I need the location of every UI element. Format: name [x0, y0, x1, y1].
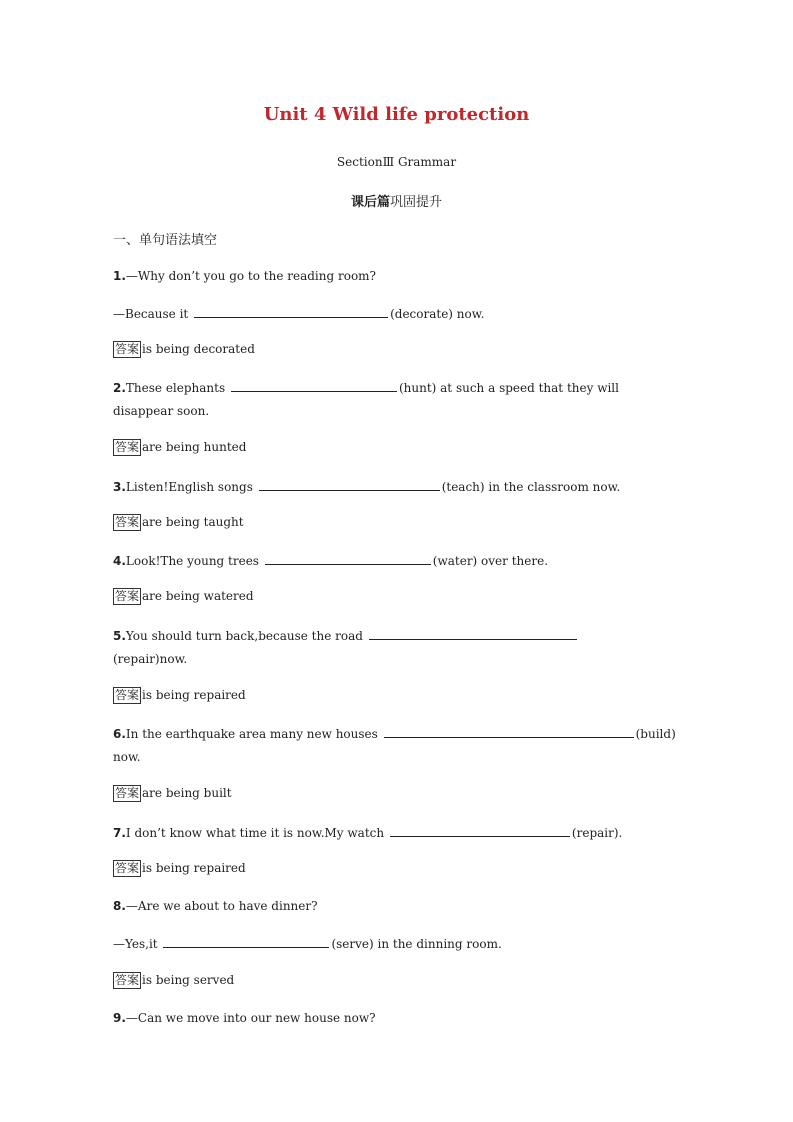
- answer-text: is being repaired: [142, 688, 246, 702]
- question-text: —Yes,it: [113, 937, 162, 951]
- question-text: —Because it: [113, 307, 193, 321]
- question-8-response: [113, 935, 502, 952]
- question-1-response: [113, 305, 484, 322]
- question-6: [113, 725, 676, 742]
- answer-6: [113, 784, 232, 802]
- answer-tag: 答案: [115, 973, 140, 987]
- practice-section-label: [0, 191, 793, 210]
- question-number: 2.: [113, 381, 126, 395]
- answer-tag: 答案: [115, 861, 140, 875]
- question-9: [113, 1010, 376, 1026]
- answer-tag: 答案: [115, 515, 140, 529]
- question-number: 5.: [113, 629, 126, 643]
- question-number: 8.: [113, 899, 126, 913]
- answer-1: [113, 340, 255, 358]
- answer-tag: 答案: [115, 688, 140, 702]
- question-7: [113, 824, 622, 841]
- unit-title: Unit 4 Wild life protection: [263, 104, 530, 125]
- exercise-heading: 一、单句语法填空: [113, 233, 218, 248]
- answer-blank[interactable]: [163, 935, 329, 948]
- question-text: (water) over there.: [432, 554, 549, 568]
- question-text: (repair).: [571, 826, 623, 840]
- question-text: —Can we move into our new house now?: [125, 1011, 376, 1025]
- question-5: [113, 627, 579, 644]
- answer-text: is being repaired: [142, 861, 246, 875]
- answer-text: are being hunted: [142, 440, 247, 454]
- answer-blank[interactable]: [194, 305, 388, 318]
- question-number: 9.: [113, 1011, 126, 1025]
- question-number: 7.: [113, 826, 126, 840]
- answer-tag: 答案: [115, 589, 140, 603]
- question-number: 1.: [113, 269, 126, 283]
- answer-2: [113, 438, 246, 456]
- answer-3: [113, 513, 244, 531]
- answer-blank[interactable]: [231, 379, 397, 392]
- question-2: [113, 379, 619, 396]
- question-6-continued: now.: [113, 750, 141, 764]
- question-2-continued: disappear soon.: [113, 404, 210, 418]
- question-text: (hunt) at such a speed that they will: [398, 381, 619, 395]
- question-text: (decorate) now.: [390, 307, 485, 321]
- question-number: 4.: [113, 554, 126, 568]
- question-text: These elephants: [125, 381, 229, 395]
- answer-5: [113, 686, 246, 704]
- answer-7: [113, 859, 246, 877]
- answer-blank[interactable]: [384, 725, 634, 738]
- answer-blank[interactable]: [259, 478, 440, 491]
- question-8: [113, 898, 318, 914]
- answer-blank[interactable]: [390, 824, 570, 837]
- section-subtitle: SectionⅢ Grammar: [336, 155, 457, 169]
- answer-text: are being watered: [142, 589, 254, 603]
- question-number: 3.: [113, 480, 126, 494]
- question-text: Listen!English songs: [125, 480, 257, 494]
- question-text: —Are we about to have dinner?: [125, 899, 318, 913]
- question-1: [113, 268, 376, 284]
- answer-text: are being taught: [142, 515, 244, 529]
- answer-tag: 答案: [115, 786, 140, 800]
- section-label-bold: 课后篇: [350, 195, 390, 210]
- question-3: [113, 478, 620, 495]
- answer-blank[interactable]: [265, 552, 431, 565]
- section-label-rest: 巩固提升: [390, 195, 443, 210]
- answer-blank[interactable]: [369, 627, 577, 640]
- question-4: [113, 552, 548, 569]
- question-text: In the earthquake area many new houses: [125, 727, 382, 741]
- question-text: —Why don’t you go to the reading room?: [125, 269, 376, 283]
- question-5-continued: (repair)now.: [113, 652, 188, 666]
- answer-tag: 答案: [115, 342, 140, 356]
- answer-tag: 答案: [115, 440, 140, 454]
- answer-4: [113, 587, 254, 605]
- question-number: 6.: [113, 727, 126, 741]
- question-text: (serve) in the dinning room.: [331, 937, 502, 951]
- answer-text: is being served: [142, 973, 235, 987]
- answer-8: [113, 971, 234, 989]
- answer-text: are being built: [142, 786, 232, 800]
- question-text: I don’t know what time it is now.My watch: [125, 826, 388, 840]
- question-text: (build): [635, 727, 676, 741]
- question-text: You should turn back,because the road: [125, 629, 367, 643]
- question-text: Look!The young trees: [125, 554, 263, 568]
- answer-text: is being decorated: [142, 342, 255, 356]
- question-text: (teach) in the classroom now.: [441, 480, 621, 494]
